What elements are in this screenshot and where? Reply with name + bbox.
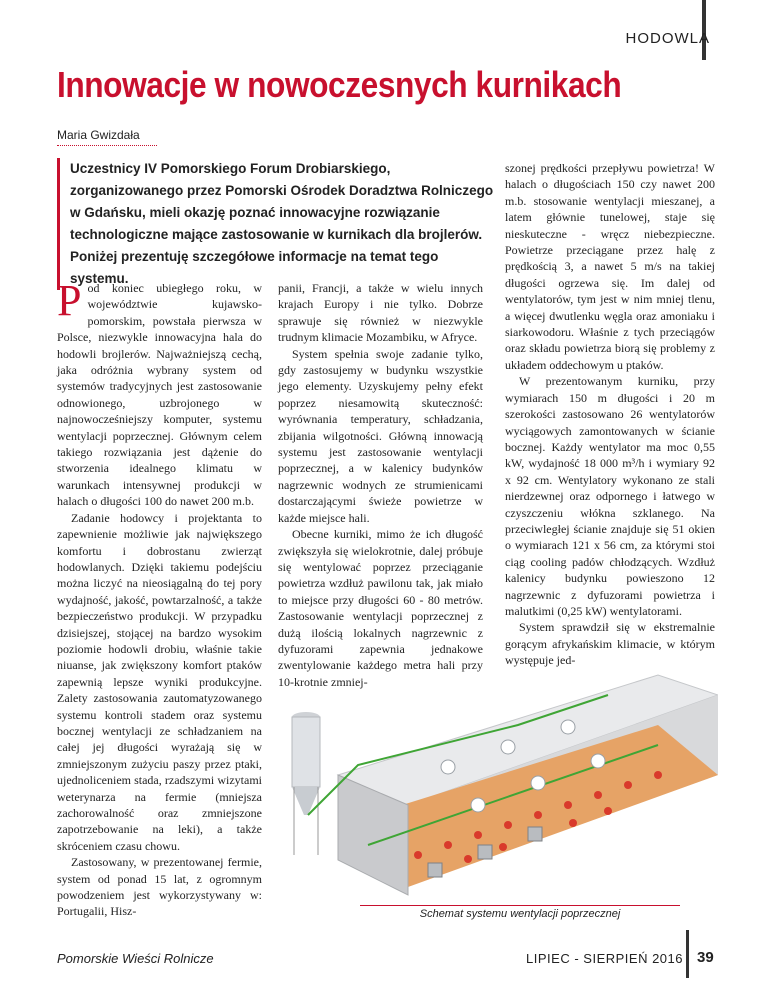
publication-name: Pomorskie Wieści Rolnicze [57, 951, 214, 966]
paragraph: szonej prędkości przepływu powietrza! W halach o długościach 150 czy nawet 200 m.b. stosowanie wentylacji mieszanej, a latem głównie tunelowej, staje się nieskuteczne - wręcz niebezpieczne. Powietrze przeciągane przez halę z prędkością 3, a nawet 5 m/s na takiej długości ogrzewa się. Im dalej od wentylatorów, tym jest w nim mniej tlenu, a więcej dwutlenku węgla oraz amoniaku i siarkowodoru. Właśnie z tych przeciągów oraz składu powietrza biorą się problemy z układem oddechowym u ptaków. [505, 161, 715, 372]
page-title: Innowacje w nowoczesnych kurnikach [57, 64, 622, 105]
author-byline: Maria Gwizdała [57, 128, 157, 146]
paragraph: System spełnia swoje zadanie tylko, gdy zastosujemy w budynku wszystkie jego elementy. Uzyskujemy pełny efekt poprzez niesamowitą skuteczność: wyrównania temperatury, schładzania, zbijania wilgotności. Główną innowacją systemu jest zastosowanie wentylacji poprzecznej, a w kalenicy budynków nagrzewnic wodnych ze strumienicami dostarczającymi świeże powietrze w każde miejsce hali. [278, 346, 483, 525]
drop-cap: P [57, 276, 82, 325]
footer-rule [686, 930, 689, 978]
feed-silo [292, 712, 320, 855]
paragraph: W prezentowanym kurniku, przy wymiarach 150 m długości i 20 m szerokości zastosowano 26 wentylatorów wyciągowych zamontowanych w ścianie bocznej. Każdy wentylator ma moc 0,55 kW, wydajność 18 000 m³/h i wymiary 92 x 92 cm. Wentylatory wykonano ze stali nierdzewnej oraz odpornego i łatwego w czyszczeniu włókna szklanego. Na przeciwległej ścianie znajduje się 51 okien o wymiarach 121 x 56 cm, za którymi stoi ciąg cooling padów chłodzących. Wzdłuż kalenicy budynku powieszono 12 nagrzewnic z dyfuzorami powietrza i malutkimi (0,25 kW) wentylatorami. [505, 374, 715, 618]
column-1 [57, 276, 262, 920]
paragraph: Zastosowany, w prezentowanej fermie, system od ponad 15 lat, z ogromnym powodzeniem jest wykorzystywany w: Portugalii, Hisz- [57, 855, 262, 919]
paragraph-text: od koniec ubiegłego roku, w województwie kujawsko-pomorskim, powstała pierwsza w Polsce, niezwykle innowacyjna hala do hodowli brojlerów. Najważniejszą cechą, jaka odróżnia wybrany system od systemów tradycyjnych jest zastosowanie odnowionego, uzbrojonego w najnowocześniejszy komputer, systemu wentylacji poprzecznej. Głównym celem takiego rozwiązania jest dążenie do stworzenia idealnego klimatu w warunkach intensywnej produkcji w halach o długości 100 do nawet 200 m.b. [57, 281, 262, 509]
figure-caption: Schemat systemu wentylacji poprzecznej [360, 905, 680, 920]
ventilation-schematic-illustration [278, 655, 718, 907]
column-2 [278, 280, 483, 690]
issue-date: LIPIEC - SIERPIEŃ 2016 [526, 951, 683, 966]
paragraph [57, 276, 262, 510]
page-number: 39 [697, 949, 714, 966]
column-3 [505, 160, 715, 669]
lead-paragraph: Uczestnicy IV Pomorskiego Forum Drobiarskiego, zorganizowanego przez Pomorski Ośrodek Doradztwa Rolniczego w Gdańsku, mieli okazję poznać innowacyjne rozwiązanie technologiczne mające zastosowanie w kurnikach dla brojlerów. Poniżej prezentuję szczegółowe informacje na temat tego systemu. [57, 158, 495, 290]
paragraph: Obecne kurniki, mimo że ich długość zwiększyła się wielokrotnie, dalej próbuje się wentylować poprzez przeciąganie powietrza wzdłuż pawilonu tak, jak miało to miejsce przy długości 60 - 80 metrów. Zastosowanie wentylacji poprzecznej z dużą ilością lokalnych nagrzewnic z dyfuzorami zapewnia jednakowe zwentylowanie każdego metra hali przy 10-krotnie zmniej- [278, 527, 483, 689]
section-tag: HODOWLA [625, 30, 710, 47]
paragraph: Zadanie hodowcy i projektanta to zapewnienie możliwie jak największego komfortu i dobrostanu zwierząt hodowlanych. Dzięki takiemu podejściu można liczyć na nieosiągalną do tej pory wydajność, jakość, powtarzalność, a także bezpieczeństwo produkcji. W przypadku dzisiejszej, stojącej na bardzo wysokim poziomie hodowli drobiu, właśnie takie niuanse, jak zwiększony komfort ptaków zapewnią lepsze wyniki produkcyjne. Zalety zastosowania zautomatyzowanego systemu kontroli stadem oraz systemu bocznej wentylacji ze schładzaniem na całej jej długości wyrażają się w zmniejszonym zużyciu paszy przez ptaki, ujednoliceniem stada, rzadszymi wizytami weterynarza na fermie (mniejsza zachorowalność oraz zmniejszone zapotrzebowanie na leki), a także skróceniem czasu chowu. [57, 510, 262, 853]
paragraph: panii, Francji, a także w wielu innych krajach Europy i nie tylko. Dobrze sprawuje się również w niezwykle trudnym klimacie Mozambiku, w Afryce. [278, 281, 483, 345]
paragraph: System sprawdził się w ekstremalnie gorącym afrykańskim klimacie, w którym występuje jed- [505, 620, 715, 668]
